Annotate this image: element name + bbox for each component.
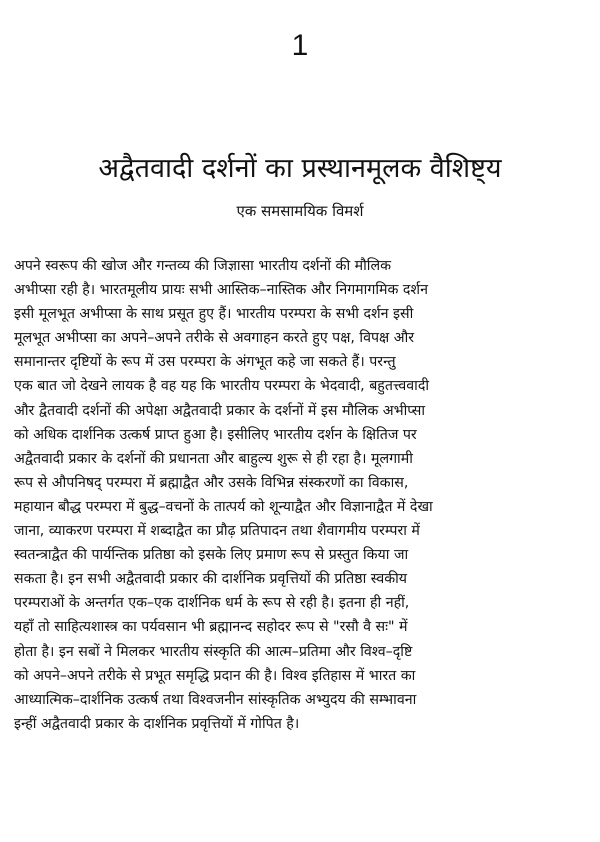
paragraph-line: समानान्तर दृष्टियों के रूप में उस परम्परा के अंगभूत कहे जा सकते हैं। परन्तु <box>14 354 396 371</box>
paragraph-line: एक बात जो देखने लायक है वह यह कि भारतीय परम्परा के भेदवादी, बहुतत्त्ववादी <box>14 378 430 395</box>
paragraph-line: को अधिक दार्शनिक उत्कर्ष प्राप्त हुआ है। इसीलिए भारतीय दर्शन के क्षितिज पर <box>14 426 417 443</box>
paragraph-line: यहाँ तो साहित्यशास्त्र का पर्यवसान भी ब्रह्मानन्द सहोदर रूप से "रसौ वै सः" में <box>14 619 408 636</box>
paragraph-line: अभीप्सा रही है। भारतमूलीय प्रायः सभी आस्तिक–नास्तिक और निगमागमिक दर्शन <box>14 282 428 299</box>
paragraph-line: महायान बौद्ध परम्परा में बुद्ध–वचनों के तात्पर्य को शून्याद्वैत और विज्ञानाद्वैत में देखा <box>14 498 433 515</box>
paragraph-line: स्वतन्त्राद्वैत की पार्यन्तिक प्रतिष्ठा को इसके लिए प्रमाण रूप से प्रस्तुत किया जा <box>14 547 409 564</box>
chapter-title: अद्वैतवादी दर्शनों का प्रस्थानमूलक वैशिष्ट्य <box>98 153 502 184</box>
paragraph-line: मूलभूत अभीप्सा का अपने–अपने तरीके से अवगाहन करते हुए पक्ष, विपक्ष और <box>14 330 415 347</box>
paragraph-line: और द्वैतवादी दर्शनों की अपेक्षा अद्वैतवादी प्रकार के दर्शनों में इस मौलिक अभीप्सा <box>14 402 426 419</box>
paragraph-line: रूप से औपनिषद् परम्परा में ब्रह्माद्वैत और उसके विभिन्न संस्करणों का विकास, <box>14 474 409 491</box>
chapter-subtitle: एक समसामयिक विमर्श <box>236 202 364 220</box>
paragraph-line: आध्यात्मिक–दार्शनिक उत्कर्ष तथा विश्वजनीन सांस्कृतिक अभ्युदय की सम्भावना <box>14 691 417 708</box>
paragraph-line: इन्हीं अद्वैतवादी प्रकार के दार्शनिक प्रवृत्तियों में गोपित है। <box>14 715 300 732</box>
paragraph-line: परम्पराओं के अन्तर्गत एक–एक दार्शनिक धर्म के रूप से रही है। इतना ही नहीं, <box>14 595 410 612</box>
paragraph-line: को अपने–अपने तरीके से प्रभूत समृद्धि प्रदान की है। विश्व इतिहास में भारत का <box>14 667 416 684</box>
paragraph-line: अद्वैतवादी प्रकार के दर्शनों की प्रधानता और बाहुल्य शुरू से ही रहा है। मूलगामी <box>14 450 413 467</box>
paragraph-line: सकता है। इन सभी अद्वैतवादी प्रकार की दार्शनिक प्रवृत्तियों की प्रतिष्ठा स्वकीय <box>14 571 408 588</box>
chapter-number: 1 <box>291 29 309 62</box>
paragraph-line: जाना, व्याकरण परम्परा में शब्दाद्वैत का प्रौढ़ प्रतिपादन तथा शैवागमीय परम्परा में <box>14 523 420 540</box>
body-paragraph <box>14 254 576 736</box>
paragraph-line: इसी मूलभूत अभीप्सा के साथ प्रसूत हुए हैं। भारतीय परम्परा के सभी दर्शन इसी <box>14 306 414 323</box>
paragraph-line: अपने स्वरूप की खोज और गन्तव्य की जिज्ञासा भारतीय दर्शनों की मौलिक <box>14 258 391 274</box>
paragraph-line: होता है। इन सबों ने मिलकर भारतीय संस्कृति की आत्म–प्रतिमा और विश्व–दृष्टि <box>14 643 413 660</box>
